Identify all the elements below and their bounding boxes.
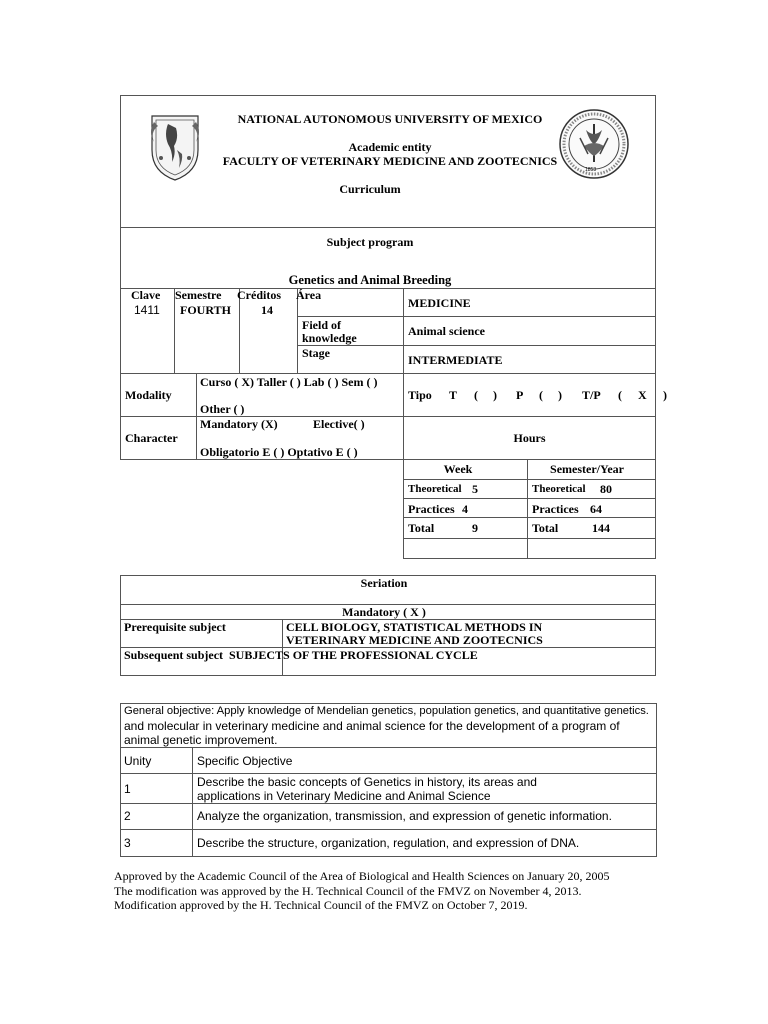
semestre-value: FOURTH xyxy=(180,303,231,317)
week-total-value: 9 xyxy=(472,521,478,535)
objective-text-2: Analyze the organization, transmission, and expression of genetic information. xyxy=(197,809,612,823)
area-value: MEDICINE xyxy=(408,296,471,310)
academic-entity-label: Academic entity xyxy=(348,140,432,154)
creditos-value: 14 xyxy=(261,303,273,317)
sem-total-value: 144 xyxy=(592,521,610,535)
character-elective: Elective( ) xyxy=(313,417,365,431)
week-header: Week xyxy=(443,462,473,476)
prerequisite-value-line1: CELL BIOLOGY, STATISTICAL METHODS IN xyxy=(286,620,543,634)
subsequent-value: SUBJECTS OF THE PROFESSIONAL CYCLE xyxy=(229,648,478,662)
general-objective-line3: animal genetic improvement. xyxy=(124,733,278,747)
prerequisite-label: Prerequisite subject xyxy=(124,620,226,634)
semester-header: Semester/Year xyxy=(550,462,624,476)
tipo-tp-mark: X xyxy=(638,388,647,402)
general-objective-line2: and molecular in veterinary medicine and animal science for the development of a program of xyxy=(124,719,620,733)
sem-total-label: Total xyxy=(532,521,559,535)
sem-theoretical-value: 80 xyxy=(600,482,612,496)
tipo-tp-close: ) xyxy=(663,388,667,402)
approval-note-1: Approved by the Academic Council of the Area of Biological and Health Sciences on January 20, 2005 xyxy=(114,869,610,883)
modality-label: Modality xyxy=(125,388,172,402)
tipo-p-paren: ( ) xyxy=(539,388,562,402)
week-total-label: Total xyxy=(408,521,435,535)
objective-unit-1: 1 xyxy=(124,782,131,796)
field-label-line2: knowledge xyxy=(302,331,357,345)
week-practices-value: 4 xyxy=(462,502,468,516)
field-value: Animal science xyxy=(408,324,485,338)
objective-unit-2: 2 xyxy=(124,809,131,823)
modality-options: Curso ( X) Taller ( ) Lab ( ) Sem ( ) xyxy=(200,375,378,389)
subject-title: Genetics and Animal Breeding xyxy=(288,273,452,287)
stage-label: Stage xyxy=(302,346,330,360)
curriculum-label: Curriculum xyxy=(339,182,401,196)
tipo-t: T xyxy=(449,388,458,402)
week-theoretical-value: 5 xyxy=(472,482,478,496)
tipo-p: P xyxy=(516,388,524,402)
objective-unit-3: 3 xyxy=(124,836,131,850)
objective-text-1-line1: Describe the basic concepts of Genetics in history, its areas and xyxy=(197,775,537,789)
approval-note-2: The modification was approved by the H. Technical Council of the FMVZ on November 4, 2013. xyxy=(114,884,582,898)
seriation-title: Seriation xyxy=(360,576,408,590)
tipo-tp: T/P xyxy=(582,388,601,402)
field-label-line1: Field of xyxy=(302,318,341,332)
objective-text-1-line2: applications in Veterinary Medicine and Animal Science xyxy=(197,789,491,803)
tipo-label: Tipo xyxy=(408,388,432,402)
sem-theoretical-label: Theoretical xyxy=(532,483,586,495)
sem-practices-label: Practices xyxy=(532,502,579,516)
area-label: Área xyxy=(296,288,322,302)
character-options: Obligatorio E ( ) Optativo E ( ) xyxy=(200,445,358,459)
specific-objective-header: Specific Objective xyxy=(197,754,293,768)
week-theoretical-label: Theoretical xyxy=(408,483,462,495)
objective-text-3: Describe the structure, organization, regulation, and expression of DNA. xyxy=(197,836,580,850)
prerequisite-value-line2: VETERINARY MEDICINE AND ZOOTECNICS xyxy=(286,633,543,647)
seriation-mandatory: Mandatory ( X ) xyxy=(342,605,426,619)
sem-practices-value: 64 xyxy=(590,502,602,516)
subsequent-label: Subsequent subject xyxy=(124,648,224,662)
week-practices-label: Practices xyxy=(408,502,455,516)
tipo-t-paren: ( ) xyxy=(474,388,497,402)
semestre-label: Semestre xyxy=(175,288,222,302)
subject-program-label: Subject program xyxy=(326,235,414,249)
stage-value: INTERMEDIATE xyxy=(408,353,503,367)
character-label: Character xyxy=(125,431,178,445)
faculty-name: FACULTY OF VETERINARY MEDICINE AND ZOOTECNICS xyxy=(222,154,558,168)
unity-header: Unity xyxy=(124,754,152,768)
tipo-tp-open: ( xyxy=(618,388,622,402)
general-objective-line1: General objective: Apply knowledge of Mendelian genetics, population genetics, and quantitative genetics. xyxy=(124,705,649,717)
clave-label: Clave xyxy=(131,288,161,302)
university-name: NATIONAL AUTONOMOUS UNIVERSITY OF MEXICO xyxy=(237,112,543,126)
creditos-label: Créditos xyxy=(237,288,281,302)
clave-value: 1411 xyxy=(134,303,160,317)
hours-label: Hours xyxy=(513,431,546,445)
fmvz-seal-year: 1853 xyxy=(585,167,597,173)
approval-note-3: Modification approved by the H. Technical Council of the FMVZ on October 7, 2019. xyxy=(114,898,528,912)
character-mandatory: Mandatory (X) xyxy=(200,417,278,431)
modality-other: Other ( ) xyxy=(200,402,245,416)
